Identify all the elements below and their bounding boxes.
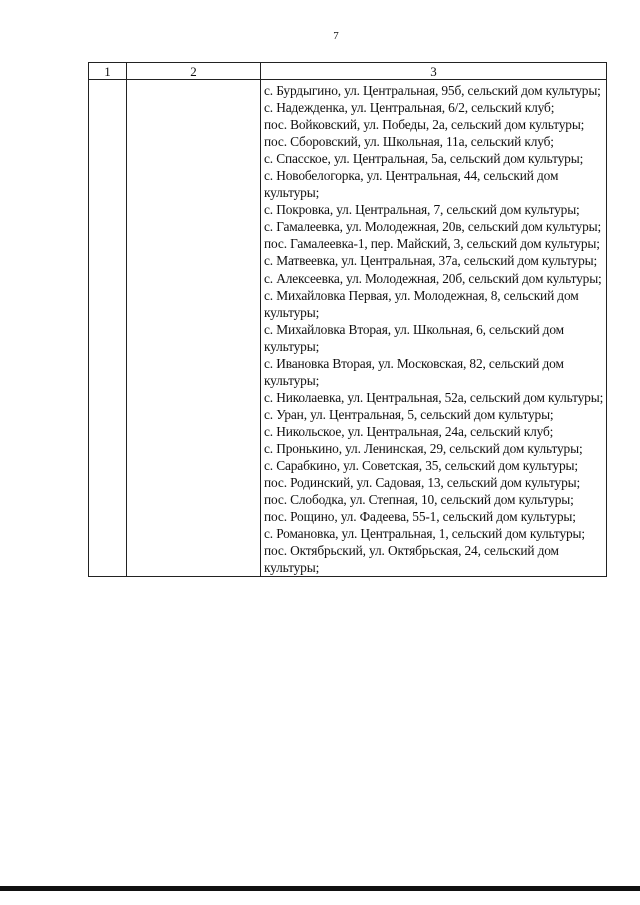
list-item: пос. Рощино, ул. Фадеева, 55-1, сельский дом культуры; [264,509,576,525]
cell-column-2 [127,80,261,577]
list-item: пос. Гамалеевка-1, пер. Майский, 3, сельский дом культуры; [264,236,600,252]
list-item: с. Уран, ул. Центральная, 5, сельский дом культуры; [264,406,554,422]
list-item: с. Пронькино, ул. Ленинская, 29, сельский дом культуры; [264,440,583,456]
list-item: с. Николаевка, ул. Центральная, 52а, сельский дом культуры; [264,389,604,405]
list-item: с. Бурдыгино, ул. Центральная, 95б, сельский дом культуры; [264,83,601,98]
list-item: с. Алексеевка, ул. Молодежная, 20б, сельский дом культуры; [264,270,602,286]
list-item: пос. Сборовский, ул. Школьная, 11а, сельский клуб; [264,134,554,150]
list-item: с. Ивановка Вторая, ул. Московская, 82, сельский дом культуры; [264,355,564,388]
page-number: 7 [333,30,339,42]
cell-column-3 [261,80,607,577]
list-item: с. Гамалеевка, ул. Молодежная, 20в, сельский дом культуры; [264,219,602,235]
column-header-3: 3 [261,63,607,80]
list-item: с. Матвеевка, ул. Центральная, 37а, сельский дом культуры; [264,253,598,269]
address-list [261,80,606,576]
list-item: пос. Родинский, ул. Садовая, 13, сельский дом культуры; [264,475,581,491]
table-row [89,80,607,577]
list-item: с. Спасское, ул. Центральная, 5а, сельский дом культуры; [264,151,584,167]
list-item: с. Новобелогорка, ул. Центральная, 44, сельский дом культуры; [264,168,559,201]
list-item: пос. Войковский, ул. Победы, 2а, сельский дом культуры; [264,117,585,133]
cell-column-1 [89,80,127,577]
list-item: с. Сарабкино, ул. Советская, 35, сельский дом культуры; [264,458,578,474]
column-header-1: 1 [89,63,127,80]
bottom-rule [0,886,640,891]
column-header-2: 2 [127,63,261,80]
list-item: с. Михайловка Вторая, ул. Школьная, 6, сельский дом культуры; [264,321,564,354]
table-header-row [89,63,607,80]
list-item: с. Михайловка Первая, ул. Молодежная, 8, сельский дом культуры; [264,287,579,320]
list-item: с. Надежденка, ул. Центральная, 6/2, сельский клуб; [264,100,555,116]
list-item: с. Никольское, ул. Центральная, 24а, сельский клуб; [264,423,554,439]
address-table [88,62,607,577]
list-item: с. Покровка, ул. Центральная, 7, сельский дом культуры; [264,202,580,218]
list-item: с. Романовка, ул. Центральная, 1, сельский дом культуры; [264,526,585,542]
list-item: пос. Слободка, ул. Степная, 10, сельский дом культуры; [264,492,574,508]
list-item: пос. Октябрьский, ул. Октябрьская, 24, сельский дом культуры; [264,543,559,576]
